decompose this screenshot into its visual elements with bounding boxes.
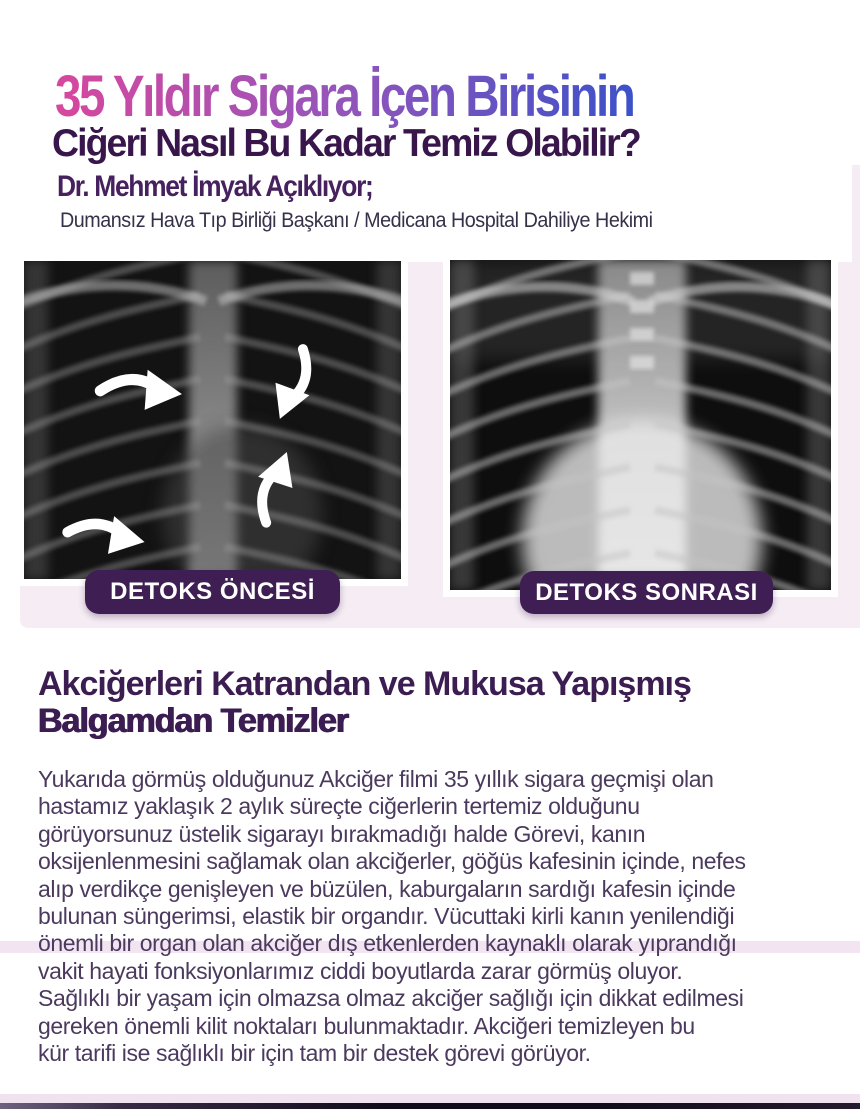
body-line: vakit hayati fonksiyonlarımız ciddi boyutlarda zarar görmüş oluyor. bbox=[38, 957, 683, 984]
chest-xray-after-graphic bbox=[450, 260, 831, 590]
xray-after-image bbox=[443, 253, 838, 597]
doctor-name: Dr. Mehmet İmyak Açıklıyor; bbox=[57, 170, 373, 203]
body-line: hastamız yaklaşık 2 aylık süreçte ciğerlerin tertemiz olduğunu bbox=[38, 793, 640, 820]
body-line: görüyorsunuz üstelik sigarayı bırakmadığı halde Görevi, kanın bbox=[38, 820, 646, 847]
body-line: Sağlıklı bir yaşam için olmazsa olmaz akciğer sağlığı için dikkat edilmesi bbox=[38, 985, 744, 1012]
article-heading bbox=[38, 666, 691, 740]
before-label-badge bbox=[85, 570, 340, 614]
doctor-credentials: Dumansız Hava Tıp Birliği Başkanı / Medicana Hospital Dahiliye Hekimi bbox=[60, 209, 653, 232]
comparison-backdrop-sliver bbox=[852, 165, 860, 265]
after-label-text: DETOKS SONRASI bbox=[535, 578, 758, 606]
page-title: 35 Yıldır Sigara İçen Birisinin bbox=[55, 63, 634, 129]
chest-xray-before-graphic bbox=[24, 261, 401, 579]
body-line: oksijenlenmesini sağlamak olan akciğerler, göğüs kafesinin içinde, nefes bbox=[38, 848, 746, 875]
body-line: önemli bir organ olan akciğer dış etkenlerden kaynaklı olarak yıprandığı bbox=[38, 930, 737, 957]
body-line: alıp verdikçe genişleyen ve büzülen, kaburgaların sardığı kafesin içinde bbox=[38, 875, 736, 902]
body-line: Yukarıda görmüş olduğunuz Akciğer filmi 35 yıllık sigara geçmişi olan bbox=[38, 766, 714, 792]
body-line: gereken önemli kilit noktaları bulunmaktadır. Akciğeri temizleyen bu bbox=[38, 1012, 695, 1039]
footer-light-strip bbox=[0, 1094, 860, 1103]
body-line: bulunan süngerimsi, elastik bir organdır. Vücuttaki kirli kanın yenilendiği bbox=[38, 903, 735, 930]
article-heading-line2: Balgamdan Temizler bbox=[38, 702, 349, 740]
body-line: kür tarifi ise sağlıklı bir için tam bir destek görevi görüyor. bbox=[38, 1040, 591, 1067]
footer-dark-bar bbox=[0, 1103, 860, 1109]
before-label-text: DETOKS ÖNCESİ bbox=[110, 578, 315, 605]
article-heading-line1: Akciğerleri Katrandan ve Mukusa Yapışmış bbox=[38, 665, 691, 703]
after-label-badge bbox=[520, 571, 773, 614]
article-body bbox=[38, 766, 843, 1067]
page-subtitle: Ciğeri Nasıl Bu Kadar Temiz Olabilir? bbox=[52, 122, 640, 166]
xray-before-image bbox=[17, 254, 408, 586]
